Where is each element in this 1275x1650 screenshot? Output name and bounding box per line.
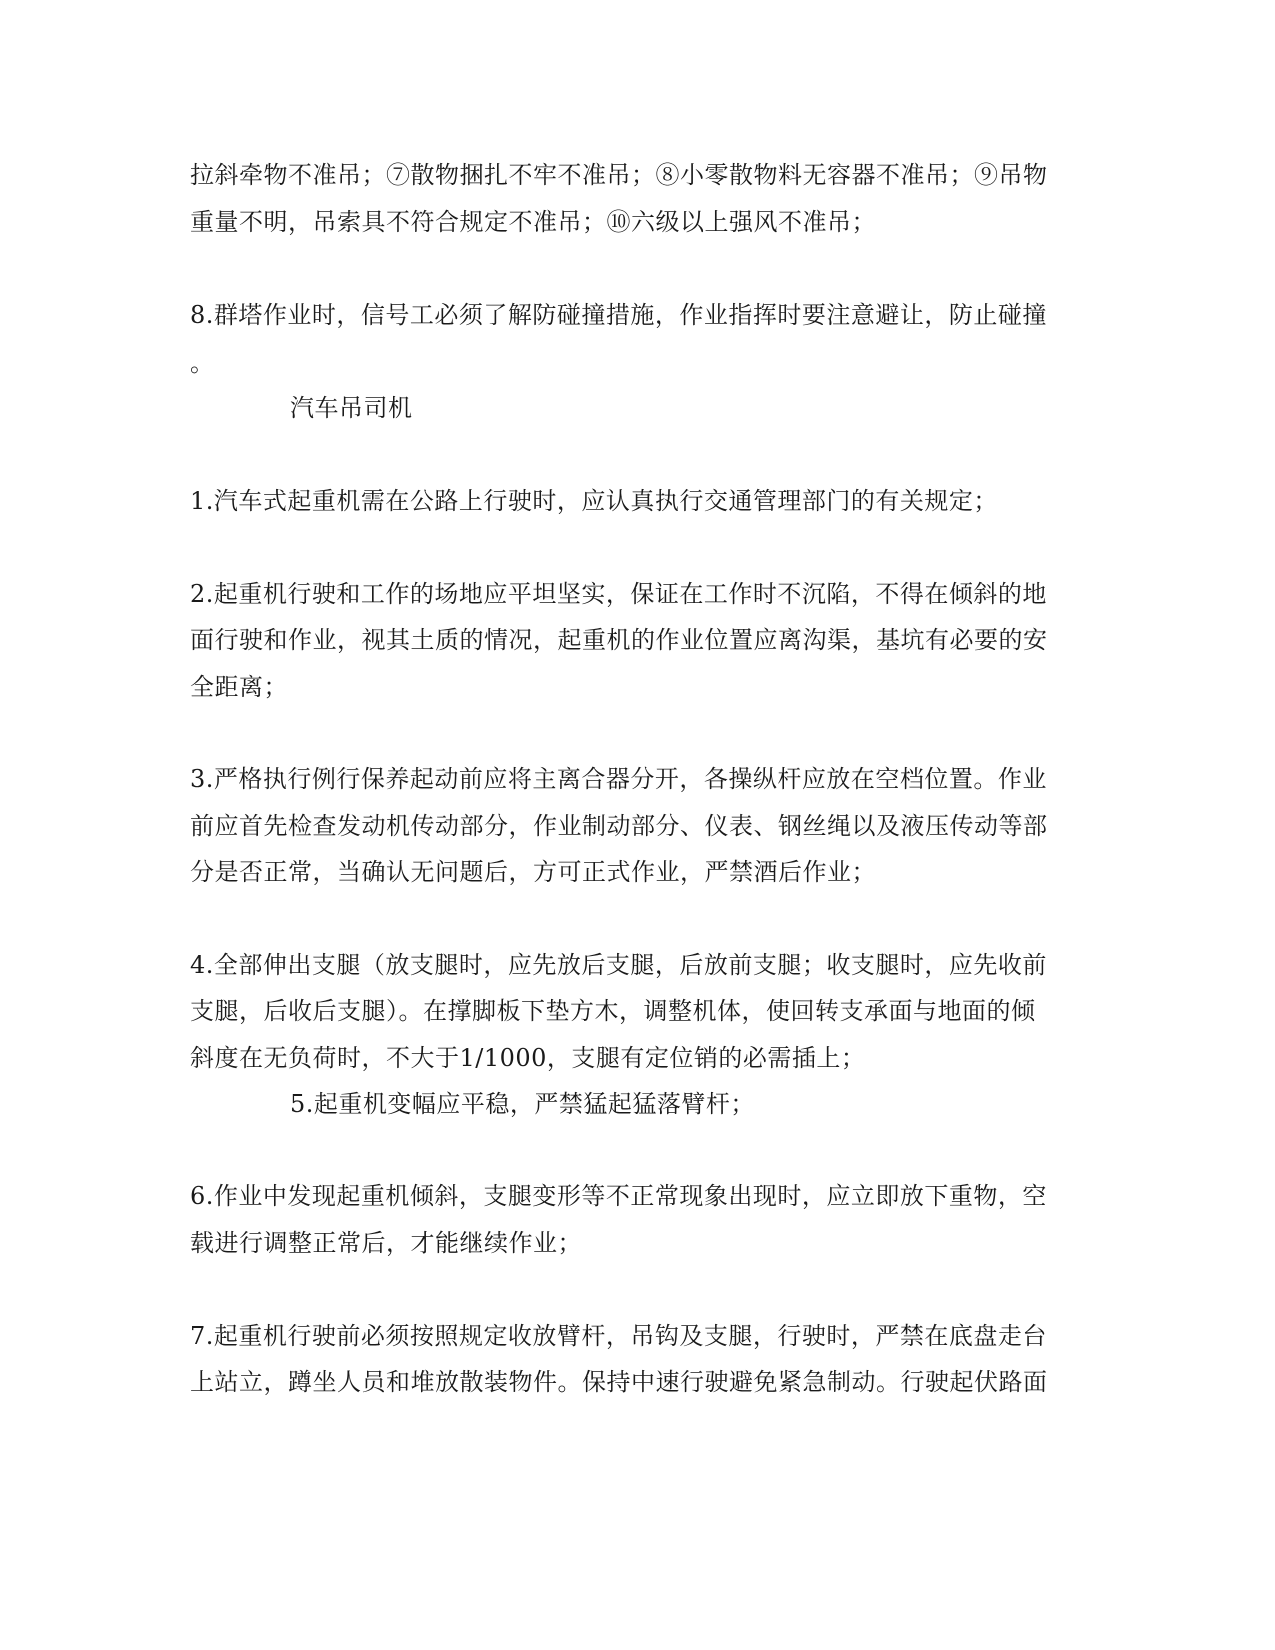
- text-line: 7.起重机行驶前必须按照规定收放臂杆，吊钩及支腿，行驶时，严禁在底盘走台: [190, 1322, 1047, 1350]
- text-line: 斜度在无负荷时，不大于1/1000，支腿有定位销的必需插上；: [190, 1044, 866, 1072]
- text-line: 。: [190, 349, 215, 377]
- text-line: 重量不明，吊索具不符合规定不准吊；⑩六级以上强风不准吊；: [190, 208, 876, 236]
- text-line: 4.全部伸出支腿（放支腿时，应先放后支腿，后放前支腿；收支腿时，应先收前: [190, 951, 1047, 979]
- text-line: 前应首先检查发动机传动部分，作业制动部分、仪表、钢丝绳以及液压传动等部: [190, 812, 1048, 840]
- text-line: 支腿，后收后支腿）。在撑脚板下垫方木，调整机体，使回转支承面与地面的倾: [190, 997, 1036, 1025]
- text-line: 6.作业中发现起重机倾斜，支腿变形等不正常现象出现时，应立即放下重物，空: [190, 1182, 1047, 1210]
- text-line: 2.起重机行驶和工作的场地应平坦坚实，保证在工作时不沉陷，不得在倾斜的地: [190, 580, 1047, 608]
- section-heading: 汽车吊司机: [290, 394, 413, 422]
- text-line: 上站立，蹲坐人员和堆放散装物件。保持中速行驶避免紧急制动。行驶起伏路面: [190, 1368, 1048, 1396]
- text-line: 5.起重机变幅应平稳，严禁猛起猛落臂杆；: [290, 1090, 755, 1118]
- text-line: 8.群塔作业时，信号工必须了解防碰撞措施，作业指挥时要注意避让，防止碰撞: [190, 301, 1047, 329]
- text-line: 1.汽车式起重机需在公路上行驶时，应认真执行交通管理部门的有关规定；: [190, 487, 998, 515]
- text-line: 拉斜牵物不准吊；⑦散物捆扎不牢不准吊；⑧小零散物料无容器不准吊；⑨吊物: [190, 161, 1048, 189]
- text-line: 面行驶和作业，视其土质的情况，起重机的作业位置应离沟渠，基坑有必要的安: [190, 626, 1048, 654]
- text-line: 3.严格执行例行保养起动前应将主离合器分开，各操纵杆应放在空档位置。作业: [190, 765, 1047, 793]
- text-line: 全距离；: [190, 673, 288, 701]
- text-line: 分是否正常，当确认无问题后，方可正式作业，严禁酒后作业；: [190, 858, 876, 886]
- text-line: 载进行调整正常后，才能继续作业；: [190, 1229, 582, 1257]
